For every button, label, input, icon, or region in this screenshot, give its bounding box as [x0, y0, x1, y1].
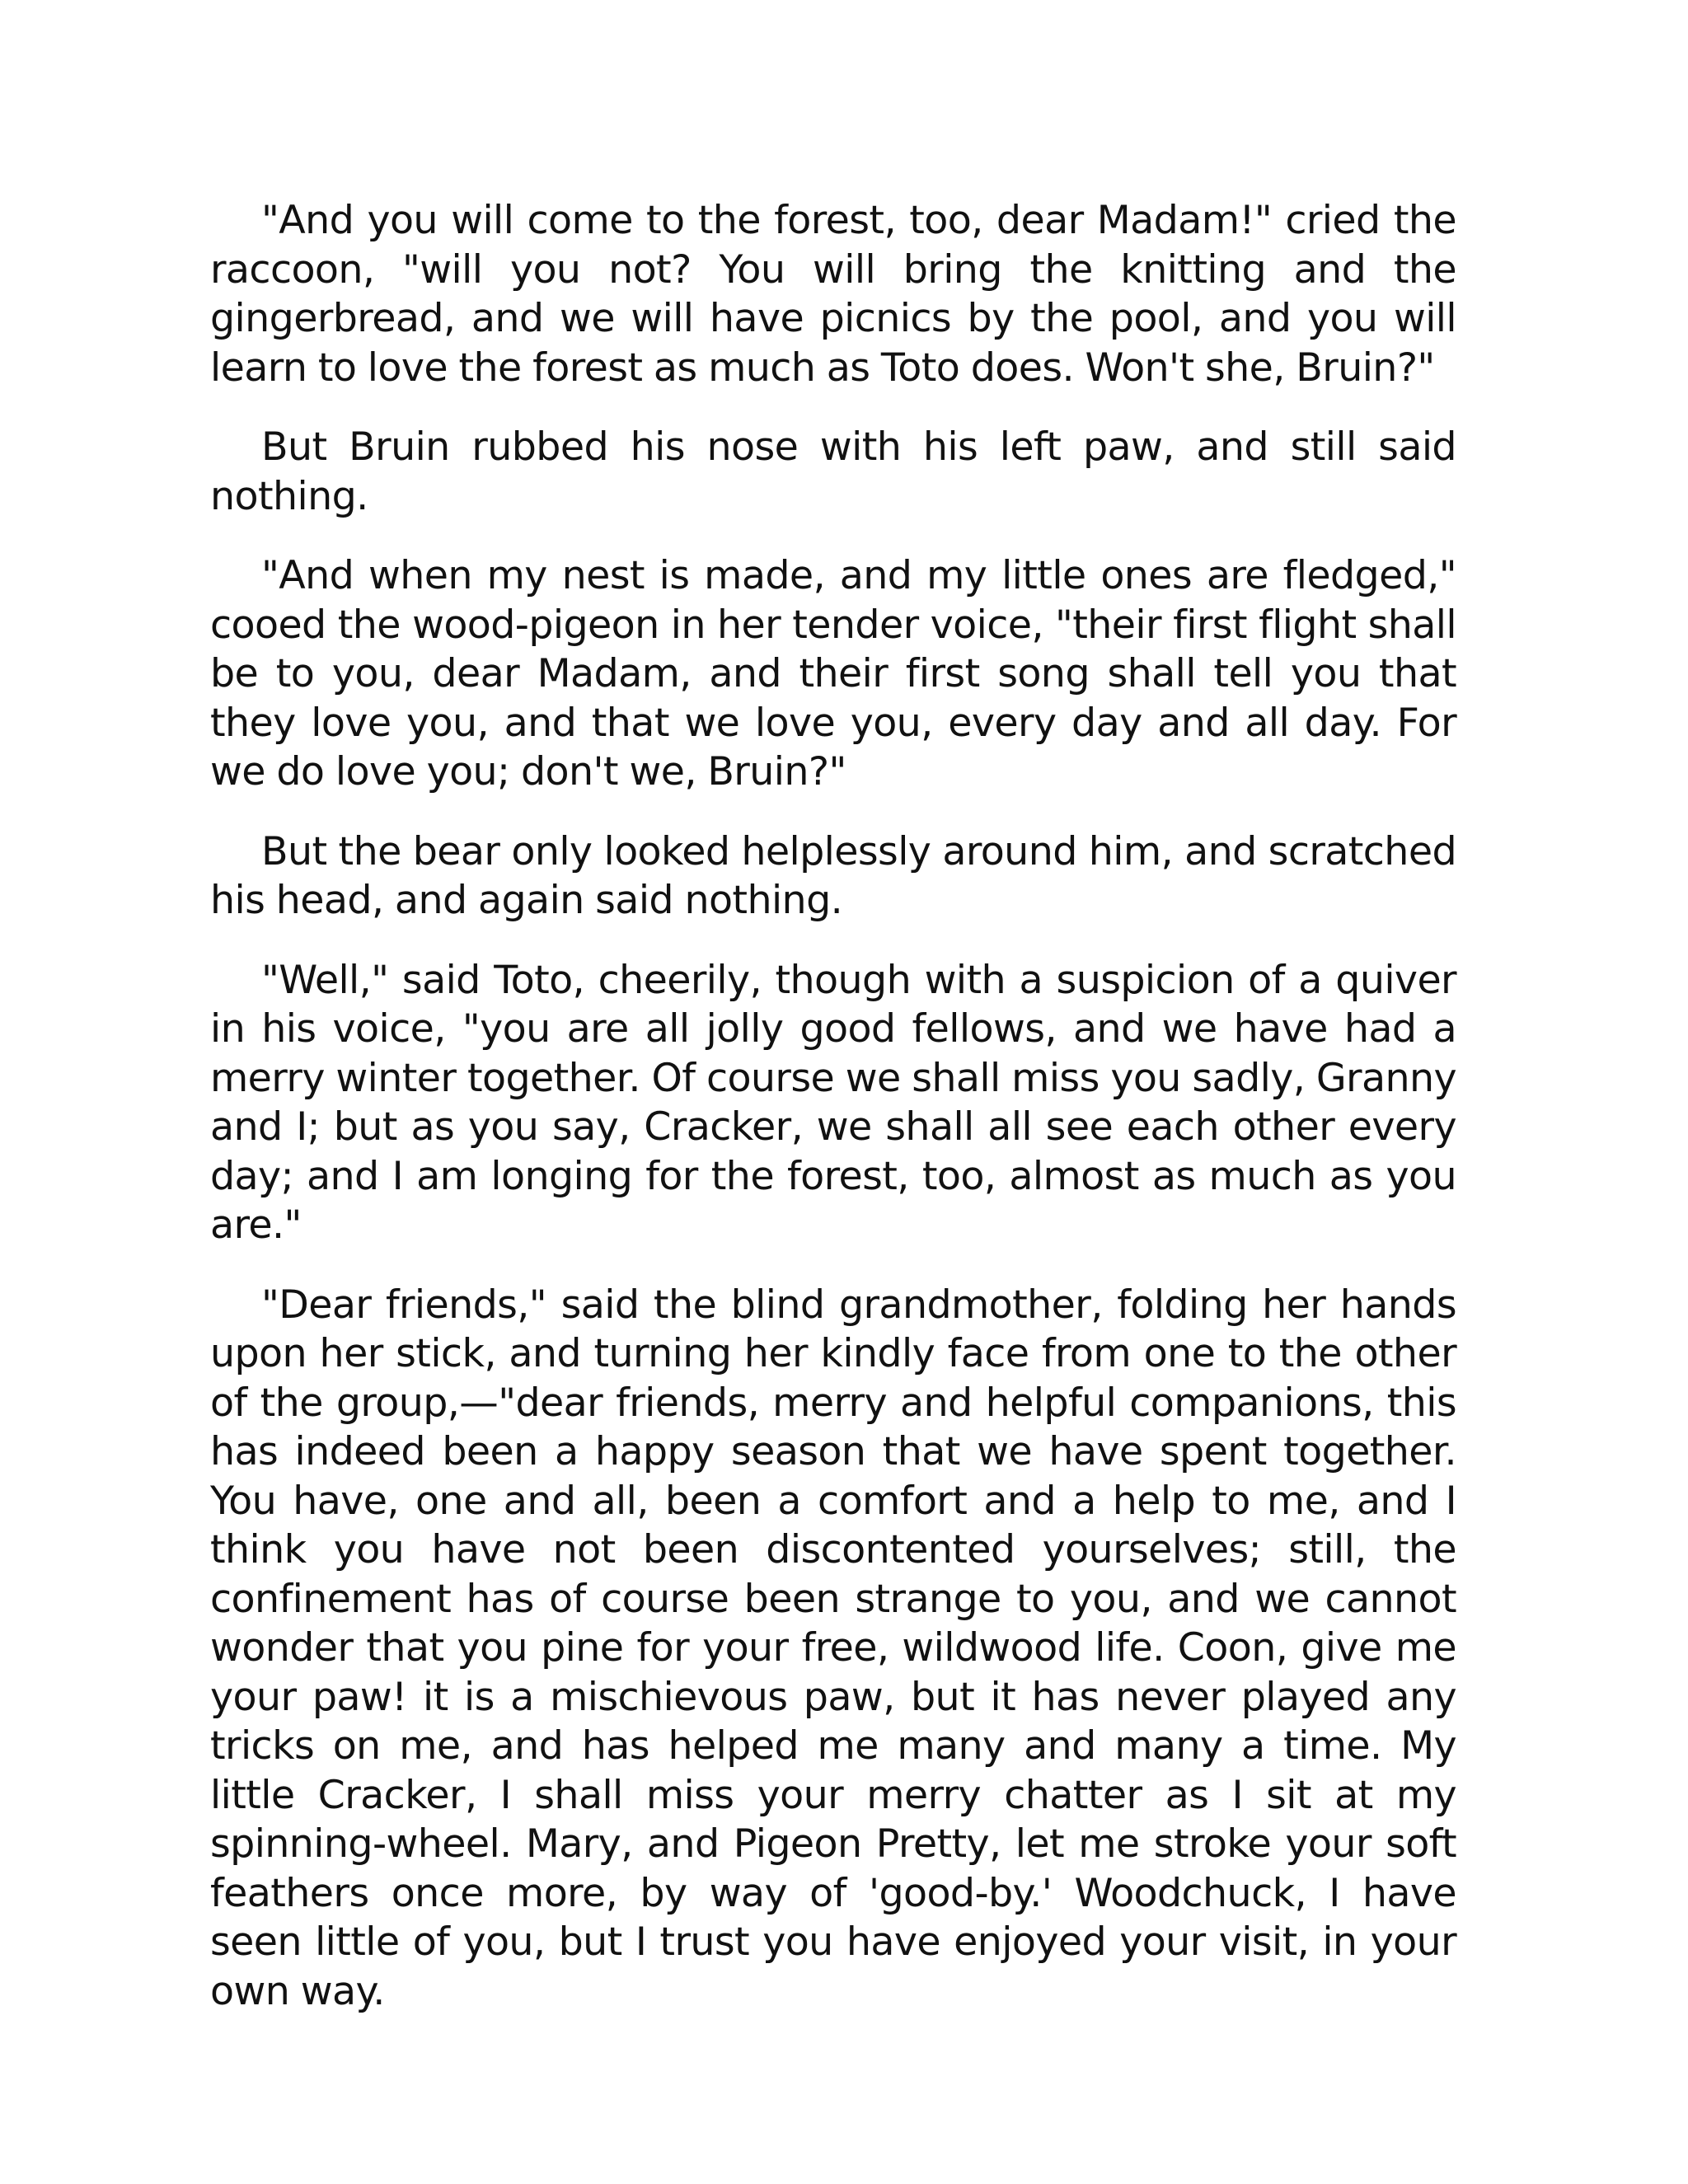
paragraph-toto-reply: "Well," said Toto, cheerily, though with a suspicion of a quiver in his voice, "you are all jolly good fellows, and we have had a merry winter together. Of course we shall miss you sadly, Granny and I; but as you say, Cracker, we shall all see each other every day; and I am longing for the forest, too, almost as much as you are.": [210, 957, 1456, 1248]
paragraph-bruin-rubs-nose: But Bruin rubbed his nose with his left paw, and still said nothing.: [210, 424, 1456, 519]
paragraph-bear-scratches-head: But the bear only looked helplessly around him, and scratched his head, and again said nothing.: [210, 828, 1456, 923]
paragraph-wood-pigeon: "And when my nest is made, and my little ones are fledged," cooed the wood-pigeon in her tender voice, "their first flight shall be to you, dear Madam, and their first song shall tell you that they love you, and that we love you, every day and all day. For we do love you; don't we, Bruin?": [210, 553, 1456, 794]
page-text-body: [210, 196, 1456, 2016]
paragraph-raccoon-invitation: "And you will come to the forest, too, dear Madam!" cried the raccoon, "will you not? You will bring the knitting and the gingerbread, and we will have picnics by the pool, and you will learn to love the forest as much as Toto does. Won't she, Bruin?": [210, 198, 1456, 391]
paragraph-grandmother-speech: "Dear friends," said the blind grandmother, folding her hands upon her stick, and turning her kindly face from one to the other of the group,—"dear friends, merry and helpful companions, this has indeed been a happy season that we have spent together. You have, one and all, been a comfort and a help to me, and I think you have not been discontented yourselves; still, the confinement has of course been strange to you, and we cannot wonder that you pine for your free, wildwood life. Coon, give me your paw! it is a mischievous paw, but it has never played any tricks on me, and has helped me many and many a time. My little Cracker, I shall miss your merry chatter as I sit at my spinning-wheel. Mary, and Pigeon Pretty, let me stroke your soft feathers once more, by way of 'good-by.' Woodchuck, I have seen little of you, but I trust you have enjoyed your visit, in your own way.: [210, 1282, 1456, 2014]
